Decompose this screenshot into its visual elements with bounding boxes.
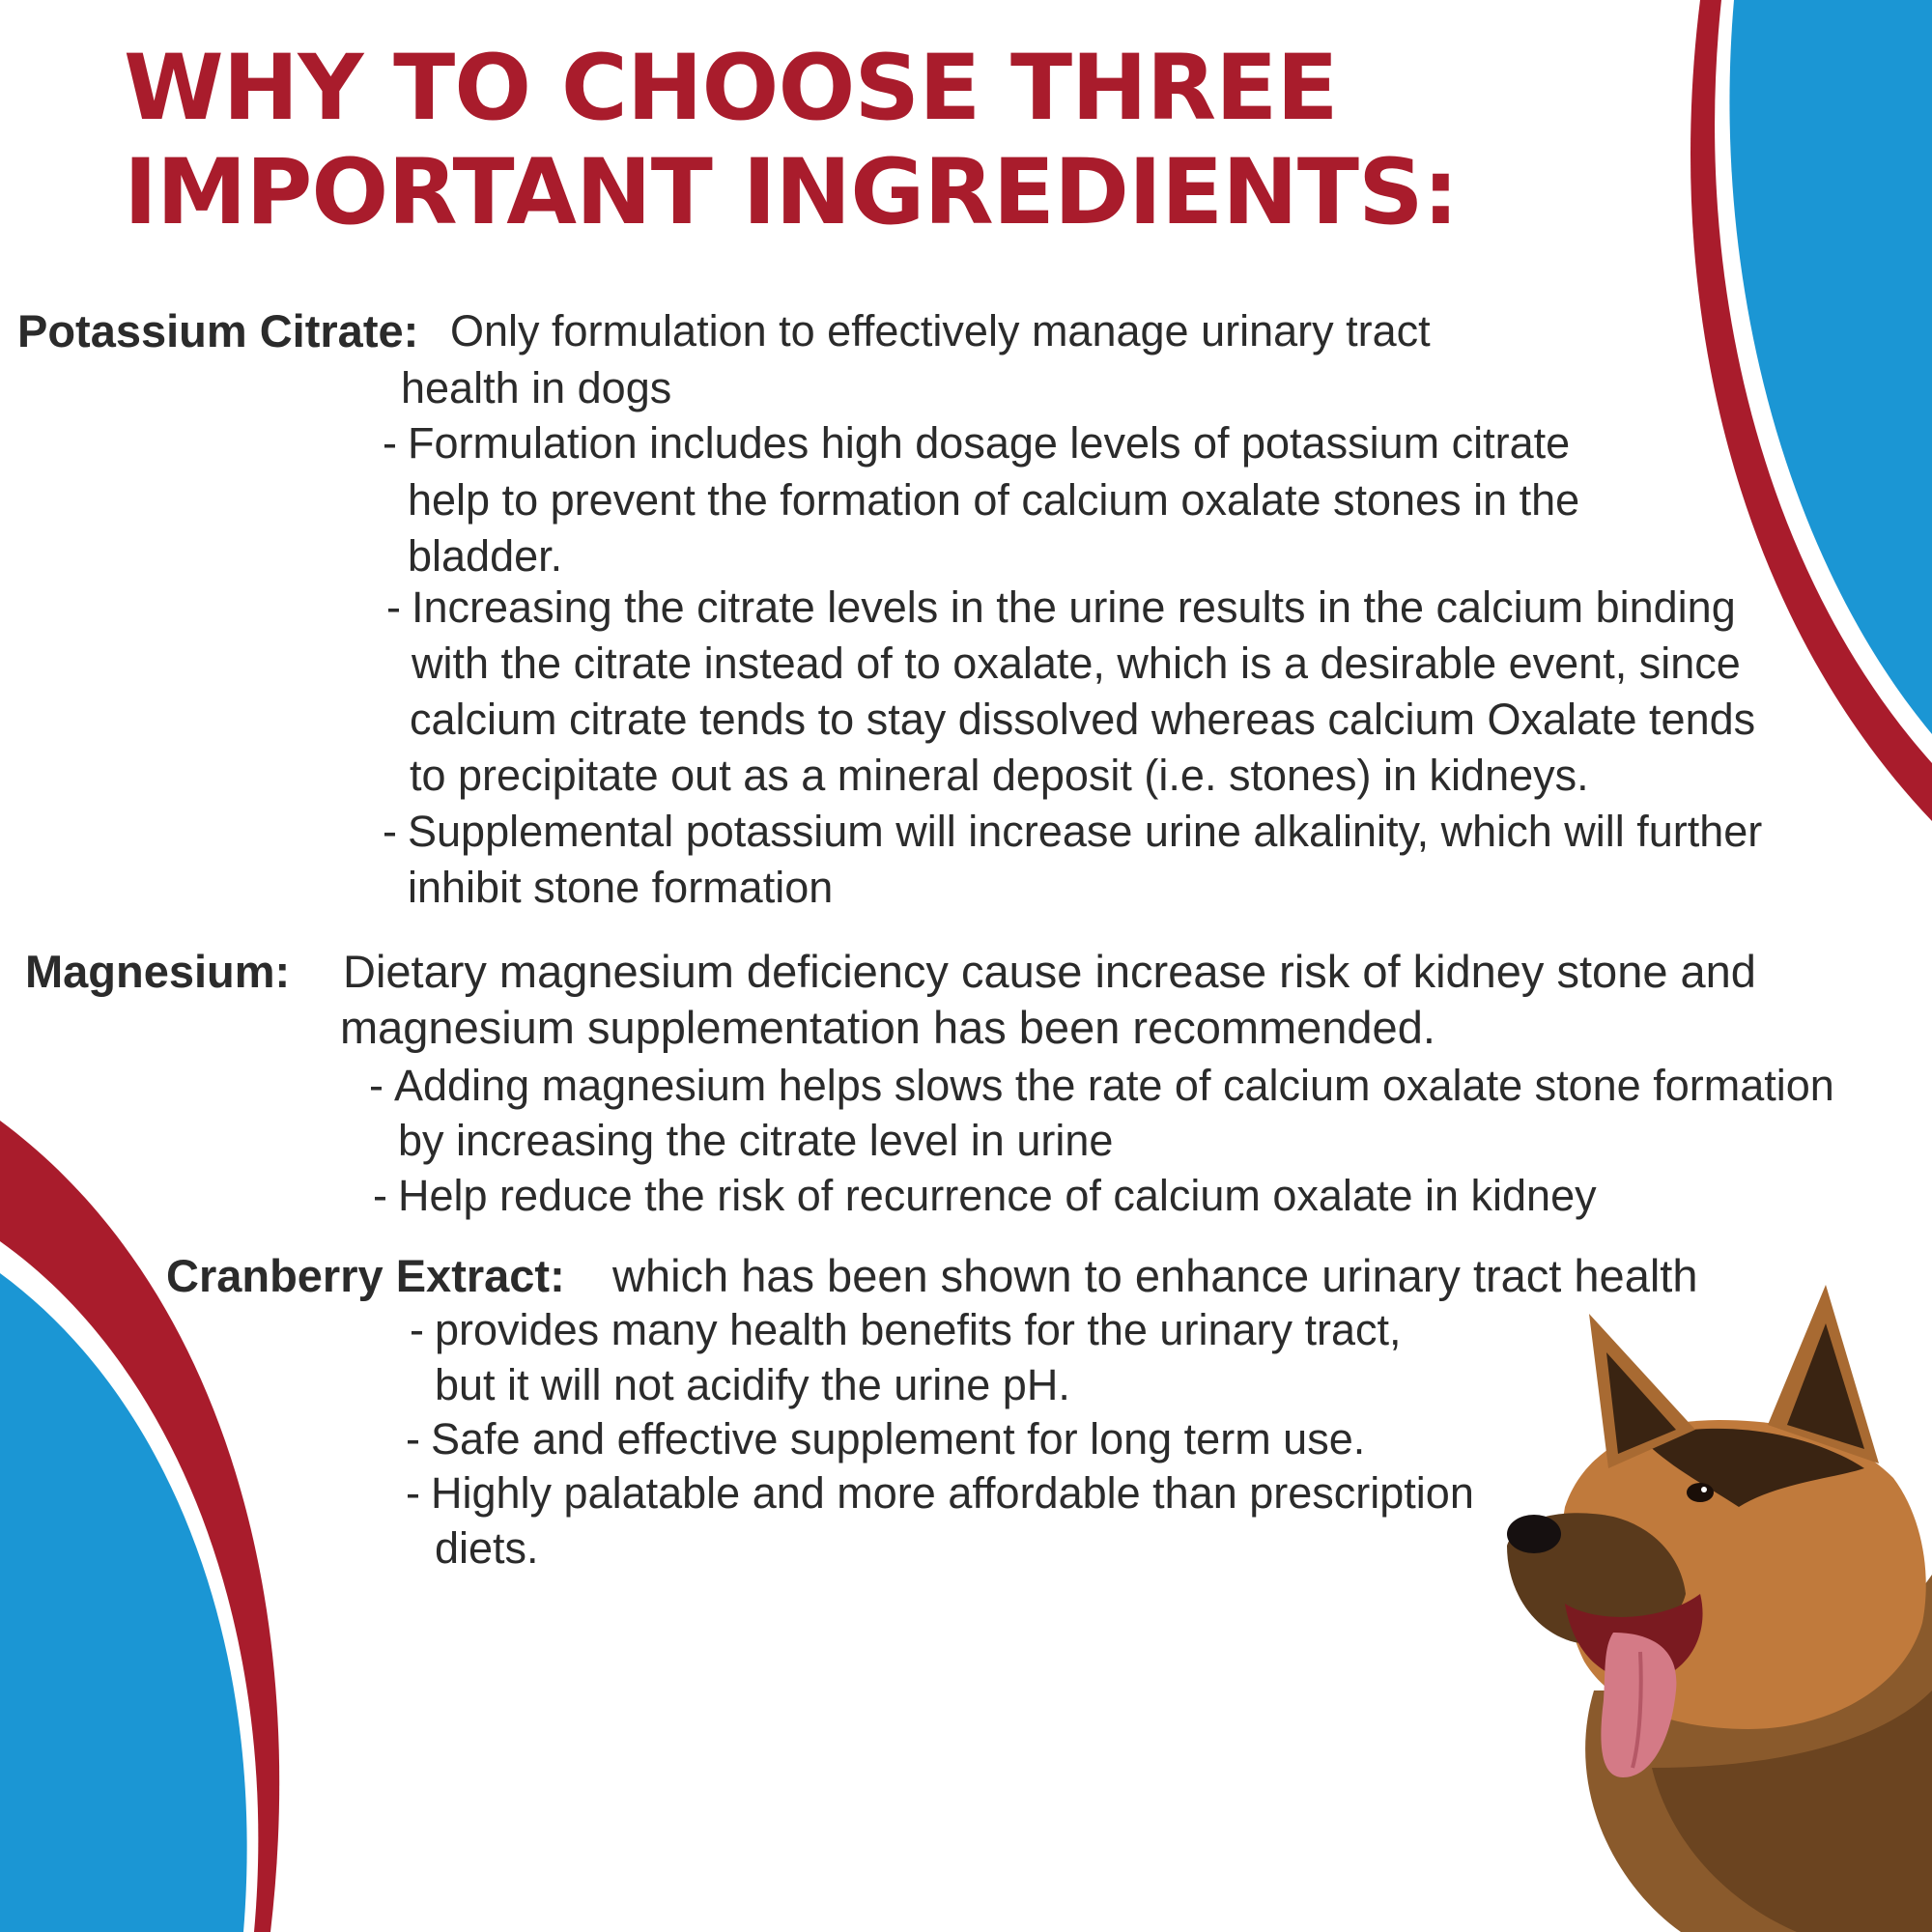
dog-nose (1507, 1515, 1561, 1553)
potassium-bullet-2-line-3: calcium citrate tends to stay dissolved whereas calcium Oxalate tends (410, 695, 1756, 744)
potassium-bullet-1-line-2: help to prevent the formation of calcium oxalate stones in the (408, 475, 1580, 525)
title-line-2: IMPORTANT INGREDIENTS: (124, 140, 1459, 245)
bullet-dash: - (369, 1061, 384, 1110)
cranberry-label: Cranberry Extract: (166, 1250, 565, 1301)
potassium-label: Potassium Citrate: (17, 305, 419, 356)
magnesium-label: Magnesium: (25, 946, 291, 997)
cranberry-bullet-3-line-2: diets. (435, 1523, 539, 1573)
title-line-1: WHY TO CHOOSE THREE (124, 36, 1338, 141)
bullet-dash: - (406, 1414, 420, 1463)
magnesium-intro-line-1: Dietary magnesium deficiency cause increase risk of kidney stone and (343, 946, 1756, 997)
bullet-dash: - (383, 807, 397, 856)
magnesium-bullet-1-line-1: Adding magnesium helps slows the rate of calcium oxalate stone formation (394, 1061, 1834, 1110)
page-title (124, 37, 1458, 245)
magnesium-bullet-2-line-1: Help reduce the risk of recurrence of calcium oxalate in kidney (398, 1171, 1597, 1220)
potassium-bullet-1-line-3: bladder. (408, 531, 563, 581)
bullet-dash: - (406, 1468, 420, 1518)
cranberry-bullet-1-line-1: provides many health benefits for the urinary tract, (435, 1305, 1402, 1354)
potassium-bullet-3-line-1: Supplemental potassium will increase urine alkalinity, which will further (408, 807, 1763, 856)
magnesium-bullet-1-line-2: by increasing the citrate level in urine (398, 1116, 1114, 1165)
cranberry-bullet-3-line-1: Highly palatable and more affordable than prescription (431, 1468, 1474, 1518)
magnesium-intro-line-2: magnesium supplementation has been recommended. (340, 1002, 1435, 1053)
cranberry-bullet-1-line-2: but it will not acidify the urine pH. (435, 1360, 1070, 1409)
potassium-bullet-2-line-2: with the citrate instead of to oxalate, which is a desirable event, since (412, 639, 1741, 688)
bullet-dash: - (410, 1305, 424, 1354)
potassium-bullet-2-line-4: to precipitate out as a mineral deposit (i.e. stones) in kidneys. (410, 751, 1589, 800)
dog-eye (1687, 1483, 1714, 1502)
dog-photo-icon (1507, 1285, 1932, 1932)
potassium-bullet-2-line-1: Increasing the citrate levels in the urine results in the calcium binding (412, 582, 1736, 632)
bullet-dash: - (386, 582, 401, 632)
cranberry-intro-line-1: which has been shown to enhance urinary tract health (612, 1250, 1698, 1301)
potassium-bullet-1-line-1: Formulation includes high dosage levels of potassium citrate (408, 418, 1571, 468)
bullet-dash: - (373, 1171, 387, 1220)
cranberry-bullet-2-line-1: Safe and effective supplement for long term use. (431, 1414, 1366, 1463)
potassium-bullet-3-line-2: inhibit stone formation (408, 863, 834, 912)
potassium-intro-line-2: health in dogs (401, 363, 672, 412)
potassium-intro-line-1: Only formulation to effectively manage urinary tract (450, 306, 1431, 355)
bullet-dash: - (383, 418, 397, 468)
